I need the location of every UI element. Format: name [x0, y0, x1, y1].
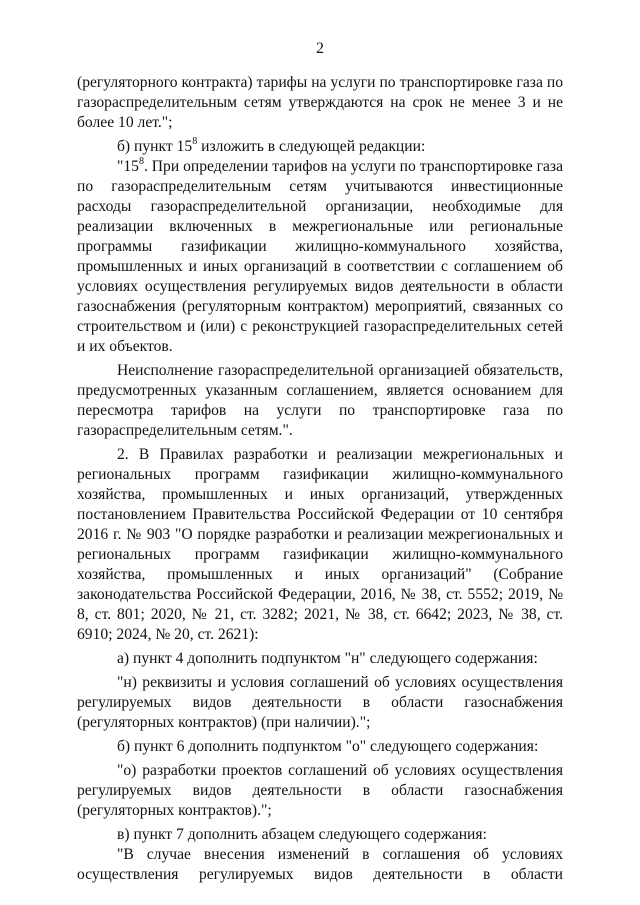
paragraph-section-2: 2. В Правилах разработки и реализации межрегиональных и региональных программ газификации жилищно-коммунального хозяйства, промышленных и иных организаций, утвержденных постановлением Правительства Российской Федерации от 10 сентября 2016 г. № 903 "О порядке разработки и реализации межрегиональных и региональных программ газификации жилищно-коммунального хозяйства, промышленных и иных организаций" (Собрание законодательства Российской Федерации, 2016, № 38, ст. 5552; 2019, № 8, ст. 801; 2020, № 21, ст. 3282; 2021, № 38, ст. 6642; 2023, № 38, ст. 6910; 2024, № 20, ст. 2621):: [77, 446, 563, 643]
item-b-text-end: изложить в следующей редакции:: [197, 138, 426, 155]
paragraph-amendment-quote: "В случае внесения изменений в соглашения об условиях осуществления регулируемых видов деятельности в области: [77, 846, 563, 883]
page-number: 2: [316, 40, 324, 57]
superscript-8: 8: [192, 135, 198, 147]
paragraph-subitem-n: "н) реквизиты и условия соглашений об условиях осуществления регулируемых видов деятельности в области газоснабжения (регуляторных контрактов) (при наличии).";: [77, 674, 563, 731]
clause-text: . При определении тарифов на услуги по транспортировке газа по газораспределительным сетям учитываются инвестиционные расходы газораспределительной организации, необходимые для реализации включенных в межрегиональные или региональные программы газификации жилищно-коммунального хозяйства, промышленных и иных организаций в соответствии с соглашением об условиях осуществления регулируемых видов деятельности в области газоснабжения (регуляторным контрактом) мероприятий, связанных со строительством и (или) с реконструкцией газораспределительных сетей и их объектов.: [77, 158, 563, 355]
paragraph-item-a: а) пункт 4 дополнить подпунктом "н" следующего содержания:: [117, 650, 538, 667]
paragraph-item-b: б) пункт 6 дополнить подпунктом "о" следующего содержания:: [117, 738, 539, 755]
clause-number: "15: [117, 158, 139, 175]
item-b-text: б) пункт 15: [117, 138, 193, 155]
document-body: [77, 73, 563, 885]
superscript-8: 8: [138, 155, 144, 167]
paragraph-item-v: в) пункт 7 дополнить абзацем следующего содержания:: [117, 826, 487, 843]
paragraph-subitem-o: "о) разработки проектов соглашений об условиях осуществления регулируемых видов деятельности в области газоснабжения (регуляторных контрактов).";: [77, 762, 563, 819]
paragraph-tariff-term: (регуляторного контракта) тарифы на услуги по транспортировке газа по газораспределительным сетям утверждаются на срок не менее 3 и не более 10 лет.";: [77, 74, 563, 131]
paragraph-clause-15-8: [77, 157, 563, 357]
paragraph-non-fulfillment: Неисполнение газораспределительной организацией обязательств, предусмотренных указанным соглашением, является основанием для пересмотра тарифов на услуги по транспортировке газа по газораспределительным сетям.".: [77, 362, 563, 439]
paragraph-item-b-header: [77, 137, 563, 157]
